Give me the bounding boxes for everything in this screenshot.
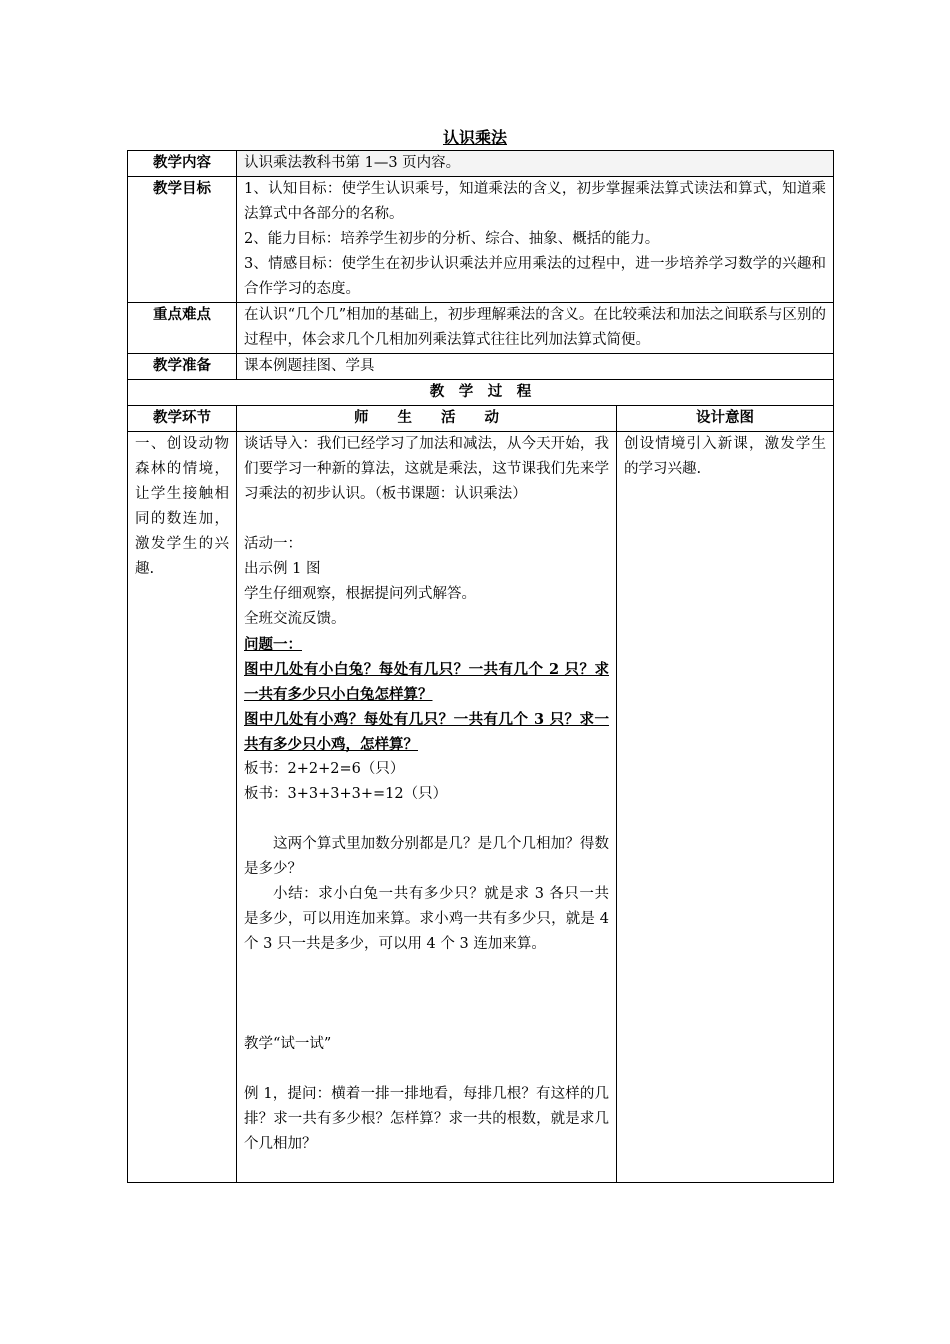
value-goals <box>237 177 834 303</box>
page-title: 认识乘法 <box>442 128 507 147</box>
question-2: 图中几处有小鸡？每处有几只？一共有几个 3 只？求一共有多少只小鸡，怎样算？ <box>244 711 609 753</box>
activity-intro: 谈话导入：我们已经学习了加法和减法，从今天开始，我们要学习一种新的算法，这就是乘法，这节课我们先来学习乘法的初步认识。（板书课题：认识乘法） <box>244 436 609 502</box>
stage-cell: 一、创设动物森林的情境，让学生接触相同的数连加，激发学生的兴趣. <box>128 432 237 1183</box>
activity-act1: 活动一： <box>244 536 302 552</box>
row-content <box>128 151 834 177</box>
header-activity: 师 生 活 动 <box>237 406 617 432</box>
row-process-headers <box>128 406 834 432</box>
board-1: 板书：2+2+2=6（只） <box>244 761 405 777</box>
value-keypoints: 在认识“几个几”相加的基础上，初步理解乘法的含义。在比较乘法和加法之间联系与区别的过程中，体会求几个几相加列乘法算式往往比列加法算式简便。 <box>237 303 834 354</box>
header-intent: 设计意图 <box>617 406 834 432</box>
activity-share: 全班交流反馈。 <box>244 611 346 627</box>
value-prep: 课本例题挂图、学具 <box>237 354 834 380</box>
goal-item: 3、情感目标：使学生在初步认识乘法并应用乘法的过程中，进一步培养学习数学的兴趣和合作学习的态度。 <box>244 256 827 297</box>
row-goals <box>128 177 834 303</box>
activity-ask: 这两个算式里加数分别都是几？是几个几相加？得数是多少？ <box>244 836 609 877</box>
row-stage-1 <box>128 432 834 1183</box>
intent-cell: 创设情境引入新课，激发学生的学习兴趣. <box>617 432 834 1183</box>
board-2: 板书：3+3+3+3+=12（只） <box>244 786 448 802</box>
activity-observe: 学生仔细观察，根据提问列式解答。 <box>244 586 476 602</box>
row-keypoints <box>128 303 834 354</box>
row-prep <box>128 354 834 380</box>
label-content: 教学内容 <box>128 151 237 177</box>
question-1: 图中几处有小白兔？每处有几只？一共有几个 2 只？求一共有多少只小白兔怎样算？ <box>244 661 609 703</box>
activity-cell <box>237 432 617 1183</box>
label-keypoints: 重点难点 <box>128 303 237 354</box>
row-process-title <box>128 380 834 406</box>
activity-show: 出示例 1 图 <box>244 561 321 577</box>
label-goals: 教学目标 <box>128 177 237 303</box>
label-prep: 教学准备 <box>128 354 237 380</box>
goal-item: 2、能力目标：培养学生初步的分析、综合、抽象、概括的能力。 <box>244 231 660 247</box>
question-title: 问题一： <box>244 636 302 653</box>
header-stage: 教学环节 <box>128 406 237 432</box>
lesson-plan-table <box>127 150 834 1183</box>
activity-example-1: 例 1，提问：横着一排一排地看，每排几根？有这样的几排？求一共有多少根？怎样算？求一共的根数，就是求几个几相加？ <box>244 1086 609 1152</box>
goal-item: 1、认知目标：使学生认识乘号，知道乘法的含义，初步掌握乘法算式读法和算式，知道乘法算式中各部分的名称。 <box>244 181 827 222</box>
activity-summary: 小结：求小白兔一共有多少只？就是求 3 各只一共是多少，可以用连加来算。求小鸡一共有多少只，就是 4 个 3 只一共是多少，可以用 4 个 3 连加来算。 <box>244 886 609 952</box>
value-content: 认识乘法教科书第 1—3 页内容。 <box>237 151 834 177</box>
process-title: 教 学 过 程 <box>128 380 834 406</box>
activity-try: 教学“试一试” <box>244 1036 332 1052</box>
